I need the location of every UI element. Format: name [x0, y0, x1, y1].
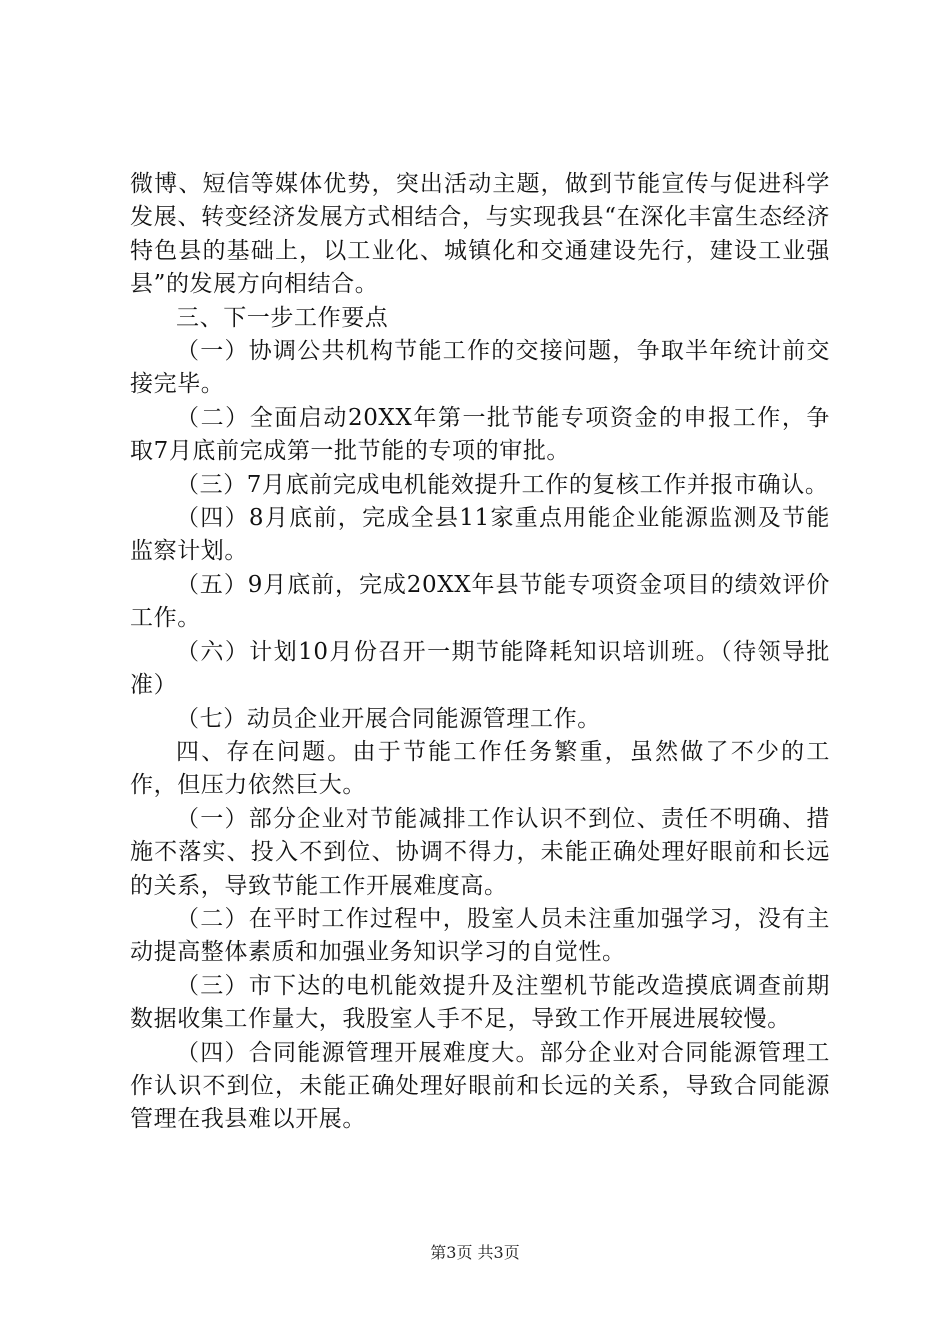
paragraph-item: （五）9月底前，完成20XX年县节能专项资金项目的绩效评价工作。 [130, 571, 830, 632]
page-number-footer: 第3页 共3页 [430, 1243, 520, 1262]
paragraph-item: （四）合同能源管理开展难度大。部分企业对合同能源管理工作认识不到位，未能正确处理好眼前和长远的关系，导致合同能源管理在我县难以开展。 [130, 1039, 830, 1133]
paragraph-item: （三）市下达的电机能效提升及注塑机节能改造摸底调查前期数据收集工作量大，我股室人手不足，导致工作开展进展较慢。 [130, 972, 830, 1033]
section-heading-next-steps: 三、下一步工作要点 [176, 304, 389, 331]
paragraph-item: （一）协调公共机构节能工作的交接问题，争取半年统计前交接完毕。 [130, 338, 830, 398]
document-body [130, 168, 830, 1137]
section-heading-problems: 四、存在问题。由于节能工作任务繁重，虽然做了不少的工作，但压力依然巨大。 [130, 738, 830, 799]
paragraph-item: （四）8月底前，完成全县11家重点用能企业能源监测及节能监察计划。 [130, 505, 830, 565]
paragraph-item: （二）在平时工作过程中，股室人员未注重加强学习，没有主动提高整体素质和加强业务知识学习的自觉性。 [130, 905, 830, 966]
paragraph-item: （三）7月底前完成电机能效提升工作的复核工作并报市确认。 [176, 471, 829, 498]
paragraph-continuation: 微博、短信等媒体优势，突出活动主题，做到节能宣传与促进科学发展、转变经济发展方式相结合，与实现我县“在深化丰富生态经济特色县的基础上，以工业化、城镇化和交通建设先行，建设工业强县”的发展方向相结合。 [130, 171, 830, 298]
paragraph-item: （二）全面启动20XX年第一批节能专项资金的申报工作，争取7月底前完成第一批节能的专项的审批。 [130, 404, 830, 465]
paragraph-item: （七）动员企业开展合同能源管理工作。 [176, 705, 601, 732]
paragraph-item: （一）部分企业对节能减排工作认识不到位、责任不明确、措施不落实、投入不到位、协调不得力，未能正确处理好眼前和长远的关系，导致节能工作开展难度高。 [130, 805, 830, 899]
paragraph-item: （六）计划10月份召开一期节能降耗知识培训班。（待领导批准） [130, 638, 830, 699]
